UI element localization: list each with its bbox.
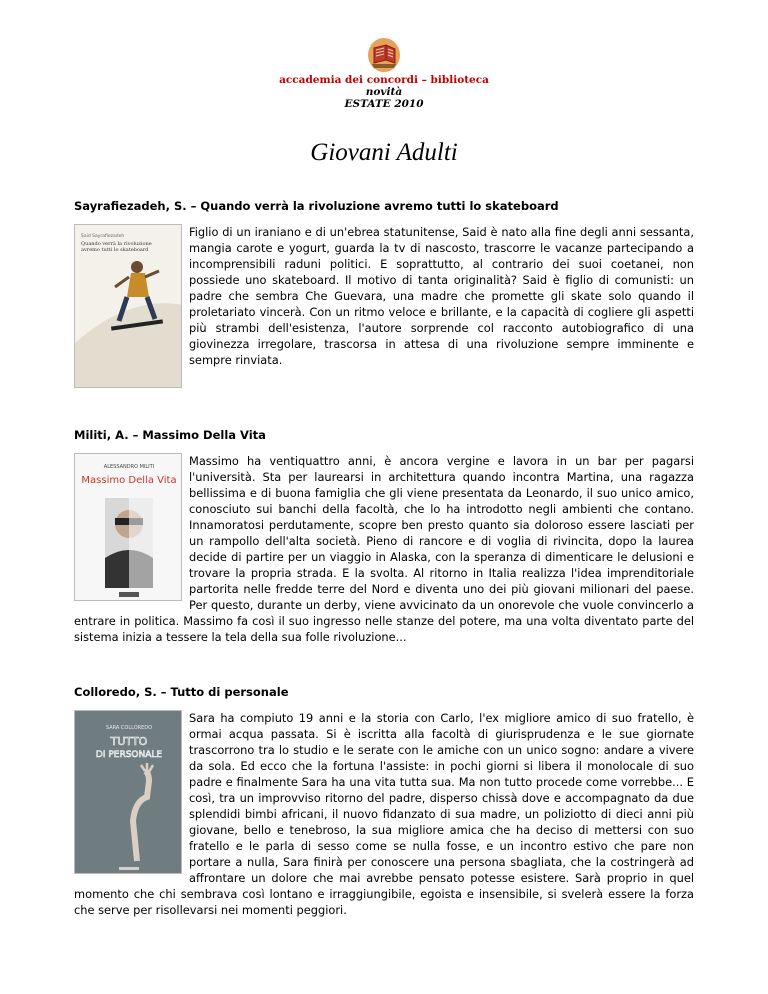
book-entry-3 xyxy=(74,710,694,918)
header-line-2: novità xyxy=(365,86,403,98)
book-description-2: Massimo ha ventiquattro anni, è ancora vergine e lavora in un bar per pagarsi l'università. Sta per laurearsi in architettura quando incontra Martina, una ragazza bellissima e di buona famiglia che gli viene presentata da Leonardo, il suo unico amico, conosciuto sui banchi della facoltà, che lo ha introdotto negli ambienti che contano. Innamoratosi perdutamente, scopre ben presto quanto sia doloroso essere lasciati per un rampollo dell'alta società. Pieno di rancore e di voglia di rivincita, dopo la laurea decide di partire per un viaggio in Alaska, con la speranza di dimenticare le delusioni e trovare la propria strada. E la svolta. Al ritorno in Italia realizza l'idea imprenditoriale partorita nelle fredde terre del Nord e diventa uno dei più giovani milionari del paese. Per questo, durante un derby, viene avvicinato da un onorevole che vuole convincerlo a entrare in politica. Massimo fa così il suo ingresso nelle stanze del potere, ma una volta diventato parte del sistema inizia a tessere la tela della sua folle rivoluzione... xyxy=(74,454,694,644)
book-description-3: Sara ha compiuto 19 anni e la storia con Carlo, l'ex migliore amico di suo fratello, è ormai acqua passata. Si è iscritta alla facoltà di giurisprudenza e le sue giornate trascorrono tra lo studio e le serate con le amiche con un unico sogno: andare a vivere da sola. Ed ecco che la fortuna l'assiste: in pochi giorni si libera il monolocale di suo padre e finalmente Sara ha una vita tutta sua. Ma non tutto procede come vorrebbe... E così, tra un improvviso ritorno del padre, disperso chissà dove e accompagnato da due splendidi bimbi africani, il nuovo fidanzato di sua madre, un poliziotto di dieci anni più giovane, bello e tenebroso, la sua migliore amica che ha deciso di mettersi con suo fratello e le parla di sesso come se nulla fosse, e un incontro estivo che pare non portare a nulla, Sara finirà per conoscere una persona sbagliata, che la costringerà ad affrontare un dolore che mai avrebbe pensato potesse esistere. Sarà proprio in quel momento che chi sembrava così lontano e irraggiungibile, egoista e insensibile, si svelerà essere la forza che serve per risollevarsi nei momenti peggiori. xyxy=(74,711,694,917)
book-title-2: Militi, A. – Massimo Della Vita xyxy=(74,428,266,442)
header-line-3: ESTATE 2010 xyxy=(344,98,424,110)
book-entry-1 xyxy=(74,224,694,388)
book-title-3: Colloredo, S. – Tutto di personale xyxy=(74,685,289,699)
book-cover-2 xyxy=(74,453,182,601)
header-line-1: accademia dei concordi – biblioteca xyxy=(279,74,489,86)
cover-2-title: Massimo Della Vita xyxy=(81,475,177,486)
cover-3-title-a: TUTTO xyxy=(110,735,148,748)
page-title: Giovani Adulti xyxy=(310,139,458,166)
cover-2-author: ALESSANDRO MILITI xyxy=(103,464,155,470)
book-cover-3 xyxy=(74,710,182,874)
cover-3-author: SARA COLLOREDO xyxy=(105,725,153,731)
cover-1-title-a: Quando verrà la rivoluzione xyxy=(81,241,152,247)
book-logo-icon xyxy=(364,36,404,74)
cover-1-title-b: avremo tutti lo skateboard xyxy=(81,247,149,253)
library-header xyxy=(0,36,768,110)
book-description-1: Figlio di un iraniano e di un'ebrea statunitense, Said è nato alla fine degli anni sessanta, mangia carote e yogurt, guarda la tv di nascosto, trascorre le vacanze partecipando a incomprensibili raduni politici. E soprattutto, al contrario dei suoi coetanei, non possiede uno skateboard. Il motivo di tanta originalità? Said è figlio di comunisti: un padre che sembra Che Guevara, una madre che promette gli skate solo quando il proletariato vincerà. Con un ritmo veloce e brillante, e la capacità di cogliere gli aspetti più strambi dell'esistenza, l'autore sorprende col racconto autobiografico di una giovinezza irregolare, trascorsa in attesa di una rivoluzione sempre imminente e sempre rinviata. xyxy=(189,225,694,367)
book-title-1: Sayrafiezadeh, S. – Quando verrà la rivoluzione avremo tutti lo skateboard xyxy=(74,199,559,213)
cover-3-title-b: DI PERSONALE xyxy=(95,750,163,760)
book-entry-2 xyxy=(74,453,694,645)
cover-1-author: Said Sayrafiezadeh xyxy=(81,234,125,239)
book-cover-1 xyxy=(74,224,182,388)
